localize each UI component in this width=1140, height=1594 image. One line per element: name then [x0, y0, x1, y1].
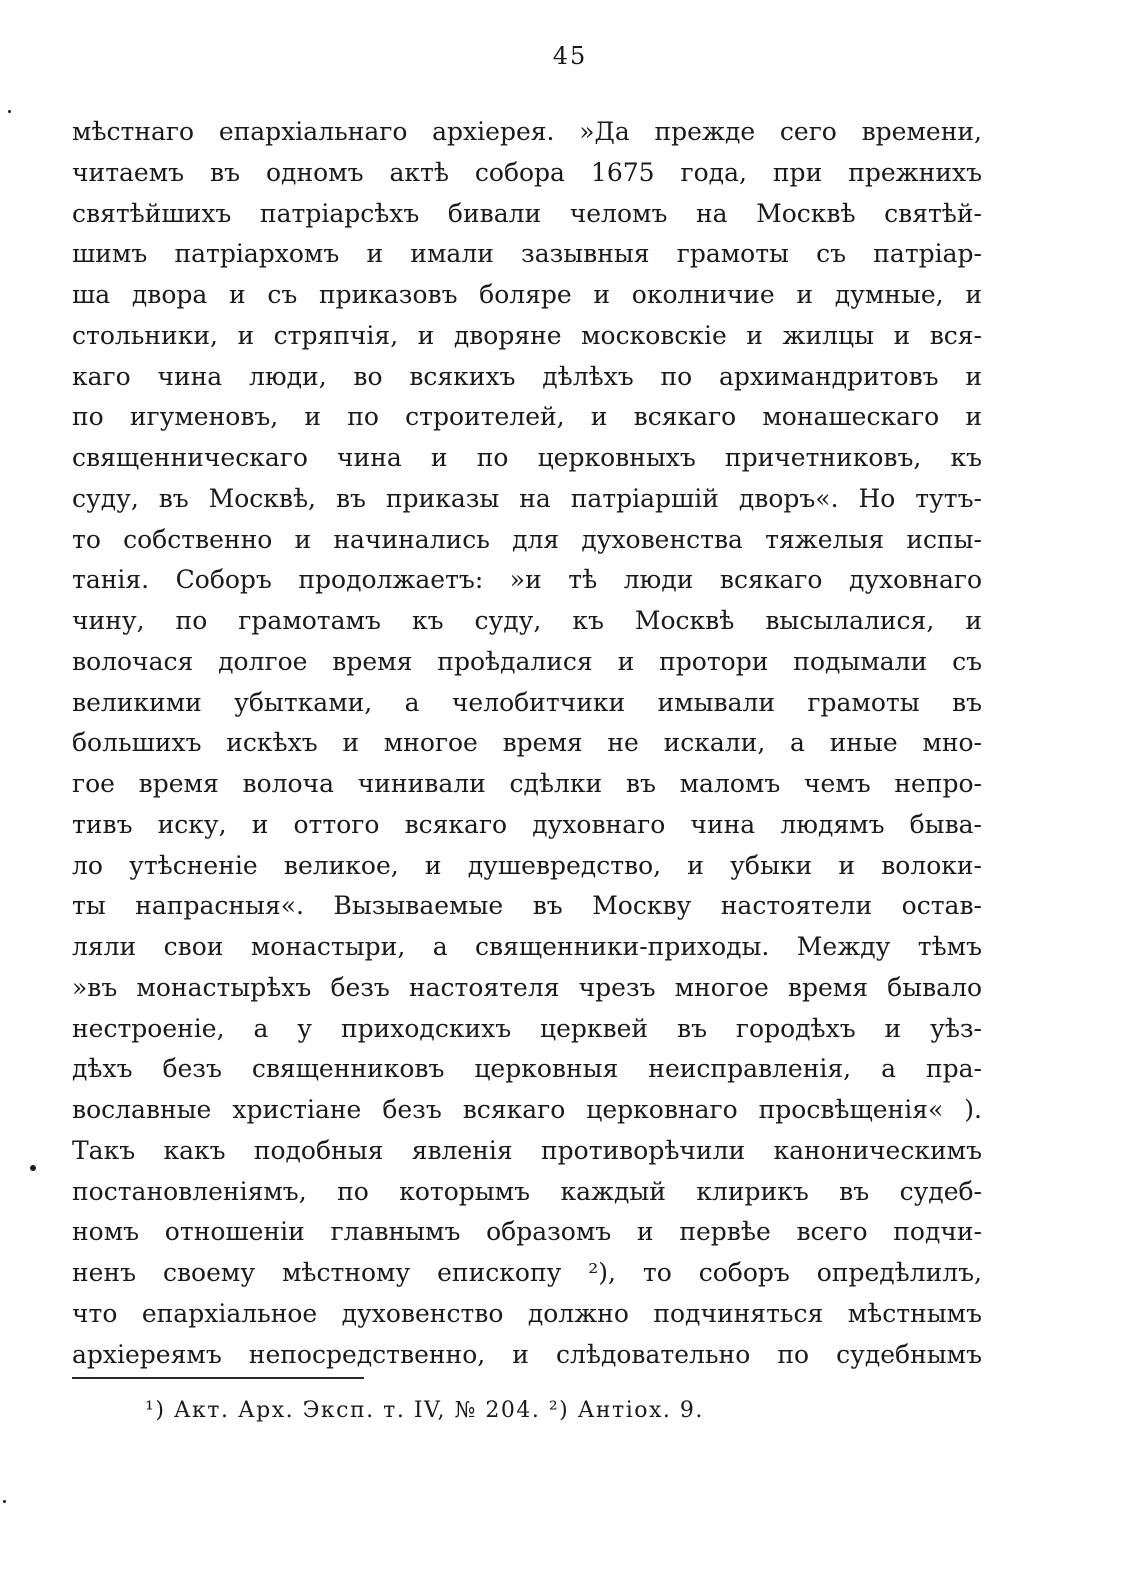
scan-speck: [3, 1500, 6, 1503]
body-text: [72, 112, 982, 1375]
text-line: каго чина люди, во всякихъ дѣлѣхъ по архимандритовъ и: [72, 361, 982, 391]
text-line: дѣхъ безъ священниковъ церковныя неисправленія, а пра-: [72, 1054, 982, 1084]
text-line: ты напрасныя«. Вызываемые въ Москву настоятели остав-: [72, 891, 982, 921]
text-line: ляли свои монастыри, а священники-приходы. Между тѣмъ: [72, 932, 982, 961]
footnote: ¹) Акт. Арх. Эксп. т. IV, № 204. ²) Антіох. 9.: [145, 1398, 704, 1423]
text-line: по игуменовъ, и по строителей, и всякаго монашескаго и: [72, 402, 982, 432]
text-line: нестроеніе, а у приходскихъ церквей въ городѣхъ и уѣз-: [72, 1013, 982, 1043]
text-line: святѣйшихъ патріарсѣхъ бивали челомъ на Москвѣ святѣй-: [72, 198, 982, 228]
footnote-divider: [72, 1377, 364, 1379]
text-line: номъ отношеніи главнымъ образомъ и первѣе всего подчи-: [72, 1217, 982, 1247]
text-line: читаемъ въ одномъ актѣ собора 1675 года, при прежнихъ: [72, 157, 982, 187]
text-line: ша двора и съ приказовъ боляре и околничие и думные, и: [72, 280, 982, 309]
text-line: архіереямъ непосредственно, и слѣдовательно по судебнымъ: [72, 1339, 982, 1369]
text-line: большихъ искѣхъ и многое время не искали, а иные мно-: [72, 728, 982, 758]
text-line: постановленіямъ, по которымъ каждый клирикъ въ судеб-: [72, 1176, 982, 1206]
text-line: священническаго чина и по церковныхъ причетниковъ, къ: [72, 443, 982, 472]
text-line: то собственно и начинались для духовенства тяжелыя испы-: [72, 524, 982, 554]
text-line: шимъ патріархомъ и имали зазывныя грамоты съ патріар-: [72, 239, 982, 269]
text-line: суду, въ Москвѣ, въ приказы на патріаршій дворъ«. Но тутъ-: [72, 483, 982, 513]
text-line: великими убытками, а челобитчики имывали грамоты въ: [72, 687, 982, 717]
text-line: что епархіальное духовенство должно подчиняться мѣстнымъ: [72, 1298, 982, 1328]
text-line: Такъ какъ подобныя явленія противорѣчили каноническимъ: [72, 1135, 982, 1165]
text-line: чину, по грамотамъ къ суду, къ Москвѣ высылалися, и: [72, 606, 982, 635]
text-line: волочася долгое время проѣдалися и протори подымали съ: [72, 646, 982, 676]
scan-speck: [8, 110, 11, 113]
text-line: »въ монастырѣхъ безъ настоятеля чрезъ многое время бывало: [72, 972, 982, 1002]
page-number: 45: [552, 42, 588, 70]
text-line: мѣстнаго епархіальнаго архіерея. »Да прежде сего времени,: [72, 117, 982, 146]
text-line: стольники, и стряпчія, и дворяне московскіе и жилцы и вся-: [72, 320, 982, 350]
text-line: ло утѣсненіе великое, и душевредство, и убыки и волоки-: [72, 850, 982, 880]
text-line: танія. Соборъ продолжаетъ: »и тѣ люди всякаго духовнаго: [72, 565, 982, 595]
text-line: гое время волоча чинивали сдѣлки въ маломъ чемъ непро-: [72, 769, 982, 798]
text-line: ненъ своему мѣстному епископу ²), то соборъ опредѣлилъ,: [72, 1258, 982, 1287]
text-line: вославные христіане безъ всякаго церковнаго просвѣщенія« ).: [72, 1095, 982, 1124]
text-line: тивъ иску, и оттого всякаго духовнаго чина людямъ бывa-: [72, 809, 982, 839]
scan-speck: [30, 1165, 36, 1171]
